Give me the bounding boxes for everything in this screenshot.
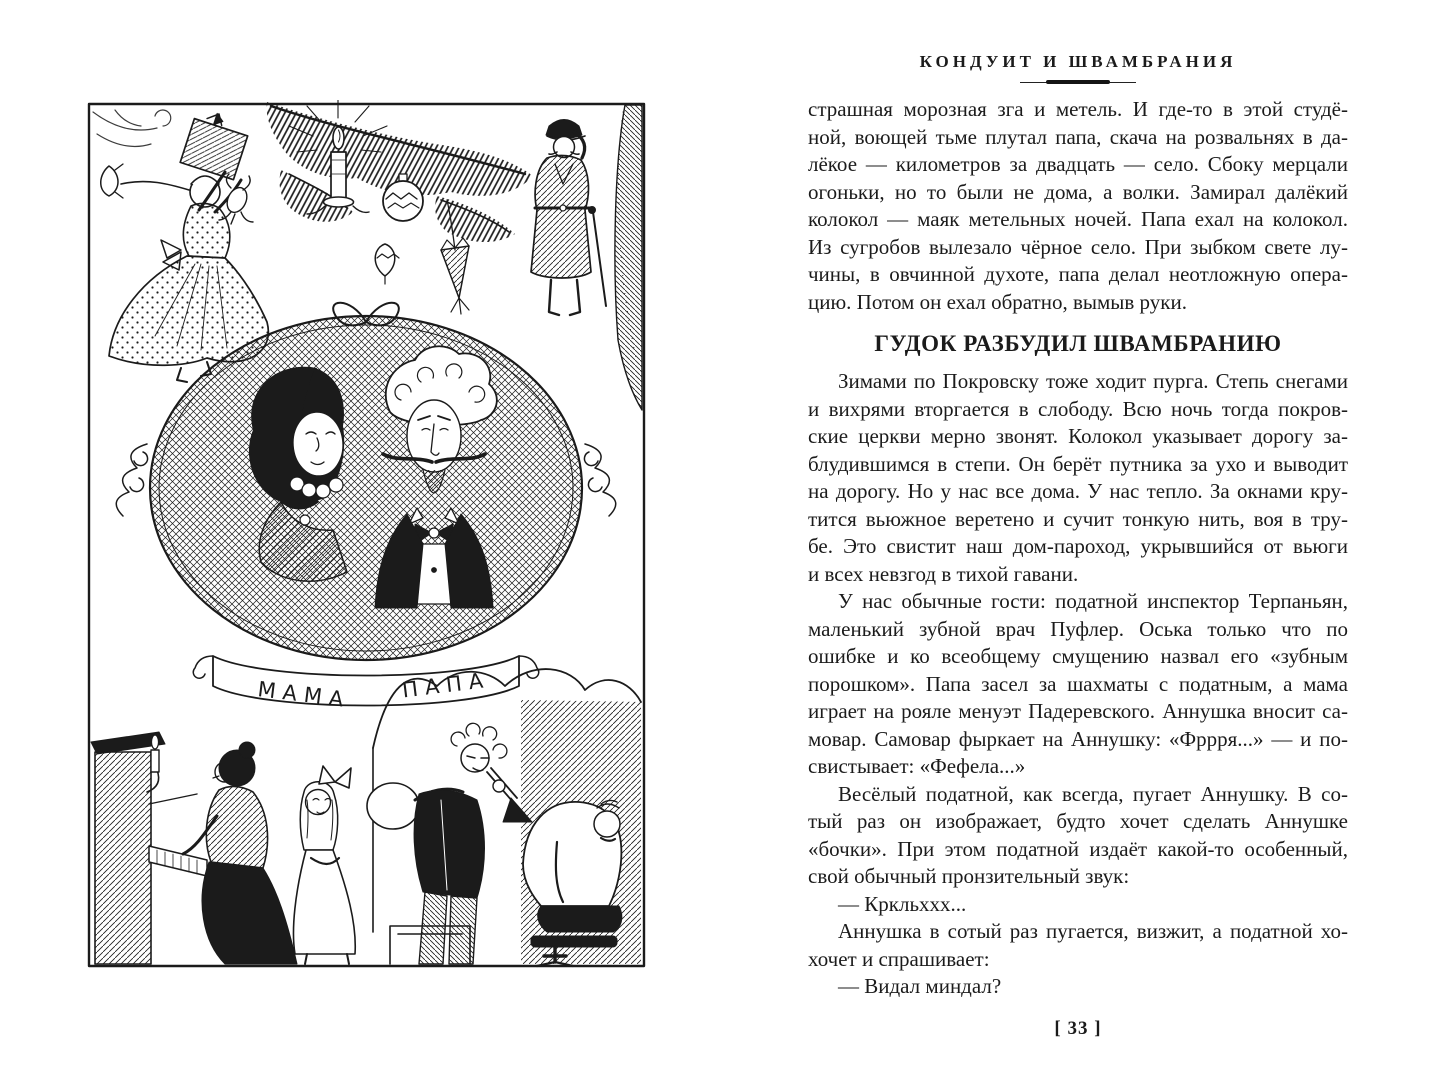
pianist-figure [183, 742, 297, 964]
book-page-left [85, 100, 648, 970]
text-line: бе. Это свистит наш дом-пароход, укрывшийся от вьюги [808, 534, 1348, 558]
text-line: Аннушка в сотый раз пугается, визжит, а податной хо- [838, 919, 1348, 943]
paragraph-group-after [808, 368, 1348, 1001]
section-heading: ГУДОК РАЗБУДИЛ ШВАМБРАНИЮ [874, 331, 1282, 356]
mama-label: МАМА [256, 677, 352, 713]
running-head: КОНДУИТ И ШВАМБРАНИЯ [919, 52, 1237, 71]
portrait-medallion [116, 316, 615, 660]
corner-garland [93, 110, 171, 146]
curtain [615, 105, 642, 410]
text-line: ские церкви мерно звонят. Колокол указывает дорогу за- [808, 424, 1348, 448]
text-line: тый раз он изображает, будто хочет сделать Аннушке [808, 809, 1348, 833]
text-line: и вихрями вторгается в слободу. Всю ночь тогда покров- [808, 396, 1348, 421]
text-line: хочет и спрашивает: [808, 946, 990, 971]
text-line: играет на рояле менуэт Падеревского. Аннушка вносит са- [808, 699, 1348, 723]
bent-man-figure [523, 800, 622, 966]
text-line: блудившимся в степи. Он берёт путника за ухо и выводит [808, 451, 1348, 476]
body-text [808, 96, 1348, 1042]
text-line: чины, в овчинной духоте, папа делал неотложную опера- [808, 262, 1348, 286]
paragraph [808, 96, 1348, 316]
left-flourish [116, 444, 147, 516]
papa-label: ПАПА [400, 667, 492, 703]
lantern [180, 119, 247, 180]
banner-ribbon [193, 656, 538, 712]
paragraph [808, 973, 1348, 1001]
paragraph [808, 918, 1348, 973]
parlor-scene [367, 669, 641, 966]
text-line: ошибке и ко всеобщему смущению назвал его «зубным [808, 644, 1348, 668]
header-rule-center [1046, 80, 1110, 83]
page-number: [ 33 ] [1054, 1017, 1102, 1039]
soldier-figure [531, 120, 606, 316]
text-line: колокол — маяк метельных ночей. Папа ехал на колокол. [808, 207, 1348, 231]
text-line: огоньки, но то были не дома, а волки. Замирал далёкий [808, 179, 1348, 204]
stool-seat [531, 936, 617, 947]
text-line: — Видал миндал? [838, 974, 1002, 998]
piano-body [95, 752, 151, 964]
text-line: У нас обычные гости: податной инспектор Терпаньян, [838, 589, 1348, 613]
text-line: цию. Потом он ехал обратно, вымыв руки. [808, 289, 1187, 314]
text-line: маленький зубной врач Пуфлер. Оська только что по [808, 616, 1348, 641]
text-line: на дорогу. Но у нас все дома. У нас тепло. За окнами кру- [808, 479, 1348, 503]
text-line: Весёлый податной, как всегда, пугает Аннушку. В со- [838, 781, 1348, 806]
right-flourish [584, 444, 615, 516]
girl-figure [293, 766, 355, 964]
vest [414, 790, 484, 898]
dancing-woman-figure [101, 107, 269, 382]
text-line: тится вьюжное веретено и сучит тонкую нить, воя в тру- [808, 506, 1348, 531]
paragraph-group-before [808, 96, 1348, 316]
paragraph [808, 588, 1348, 781]
header-rule [1020, 80, 1136, 84]
cane [593, 212, 606, 306]
text-line: порошком». Папа засел за шахматы с податным, а мама [808, 671, 1348, 696]
text-line: Зимами по Покровску тоже ходит пурга. Степь снегами [838, 369, 1348, 393]
text-line: страшная морозная зга и метель. И где-то в этой студё- [808, 97, 1348, 121]
piano-keyboard [149, 846, 207, 876]
piano-scene [91, 732, 355, 964]
ornament-small [375, 244, 399, 284]
text-line: — Кркльххх... [838, 891, 967, 916]
book-illustration [85, 100, 648, 970]
text-line: свистывает: «Фефела...» [808, 754, 1026, 778]
paragraph [808, 891, 1348, 919]
book-page-right [808, 52, 1348, 1042]
text-line: лёкое — километров за двадцать — село. Сбоку мерцали [808, 152, 1348, 176]
text-line: свой обычный пронзительный звук: [808, 864, 1130, 888]
text-line: ной, воющей тьме плутал папа, скача на розвальнях в да- [808, 124, 1348, 149]
text-line: «бочки». При этом податной издаёт какой-то особенный, [808, 836, 1348, 861]
text-line: Из сугробов вылезало чёрное село. При зыбком свете лу- [808, 234, 1348, 259]
mama-portrait [249, 367, 347, 581]
text-line: и всех невзгод в тихой гавани. [808, 561, 1079, 586]
text-line: мовар. Самовар фыркает на Аннушку: «Фррря...» — и по- [808, 726, 1348, 751]
paragraph [808, 781, 1348, 891]
paragraph [808, 368, 1348, 588]
